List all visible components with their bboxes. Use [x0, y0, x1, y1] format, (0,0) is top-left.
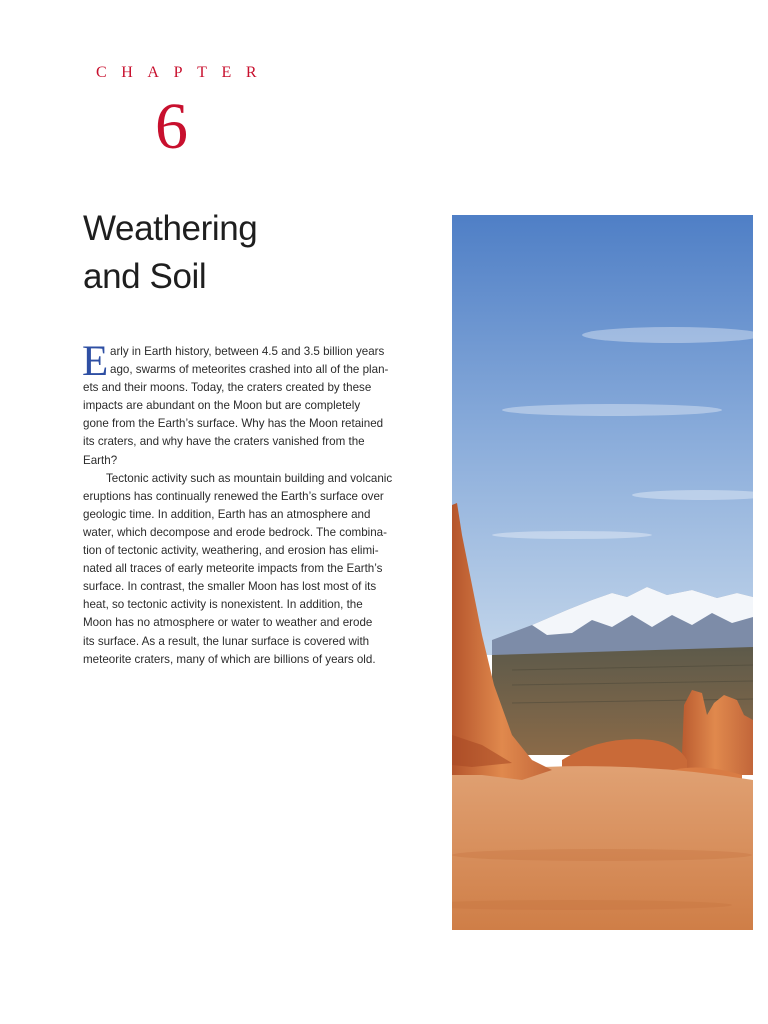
chapter-title	[83, 205, 257, 301]
text-line: Moon has no atmosphere or water to weather and erode	[83, 616, 373, 630]
chapter-title-line-1: Weathering	[83, 209, 258, 248]
text-line: ets and their moons. Today, the craters created by these	[83, 381, 372, 395]
text-line: impacts are abundant on the Moon but are completely	[83, 399, 361, 413]
text-line: Earth?	[83, 453, 118, 467]
text-line: tion of tectonic activity, weathering, and erosion has elimi-	[83, 544, 379, 558]
intro-text	[82, 338, 401, 669]
text-line: Tectonic activity such as mountain building and volcanic	[106, 471, 393, 485]
chapter-label: CHAPTER	[96, 64, 272, 81]
text-line: meteorite craters, many of which are billions of years old.	[83, 652, 376, 666]
landscape-illustration	[452, 215, 753, 930]
text-line: arly in Earth history, between 4.5 and 3.5 billion years	[110, 345, 385, 358]
text-line: its surface. As a result, the lunar surface is covered with	[83, 634, 370, 648]
text-line: nated all traces of early meteorite impacts from the Earth’s	[83, 562, 383, 576]
text-line: surface. In contrast, the smaller Moon has lost most of its	[83, 580, 377, 594]
chapter-number: 6	[155, 90, 188, 163]
text-line: geologic time. In addition, Earth has an atmosphere and	[83, 507, 371, 521]
text-line: heat, so tectonic activity is nonexistent. In addition, the	[83, 598, 363, 612]
text-line: ago, swarms of meteorites crashed into all of the plan-	[110, 363, 389, 377]
text-line: gone from the Earth’s surface. Why has the Moon retained	[83, 417, 384, 431]
drop-cap: E	[82, 338, 109, 385]
sky	[452, 215, 753, 655]
text-line: eruptions has continually renewed the Earth’s surface over	[83, 489, 384, 503]
text-line: water, which decompose and erode bedrock. The combina-	[83, 525, 387, 539]
landscape-photo	[452, 215, 753, 930]
text-line: its craters, and why have the craters vanished from the	[83, 435, 365, 449]
chapter-title-line-2: and Soil	[83, 257, 207, 296]
